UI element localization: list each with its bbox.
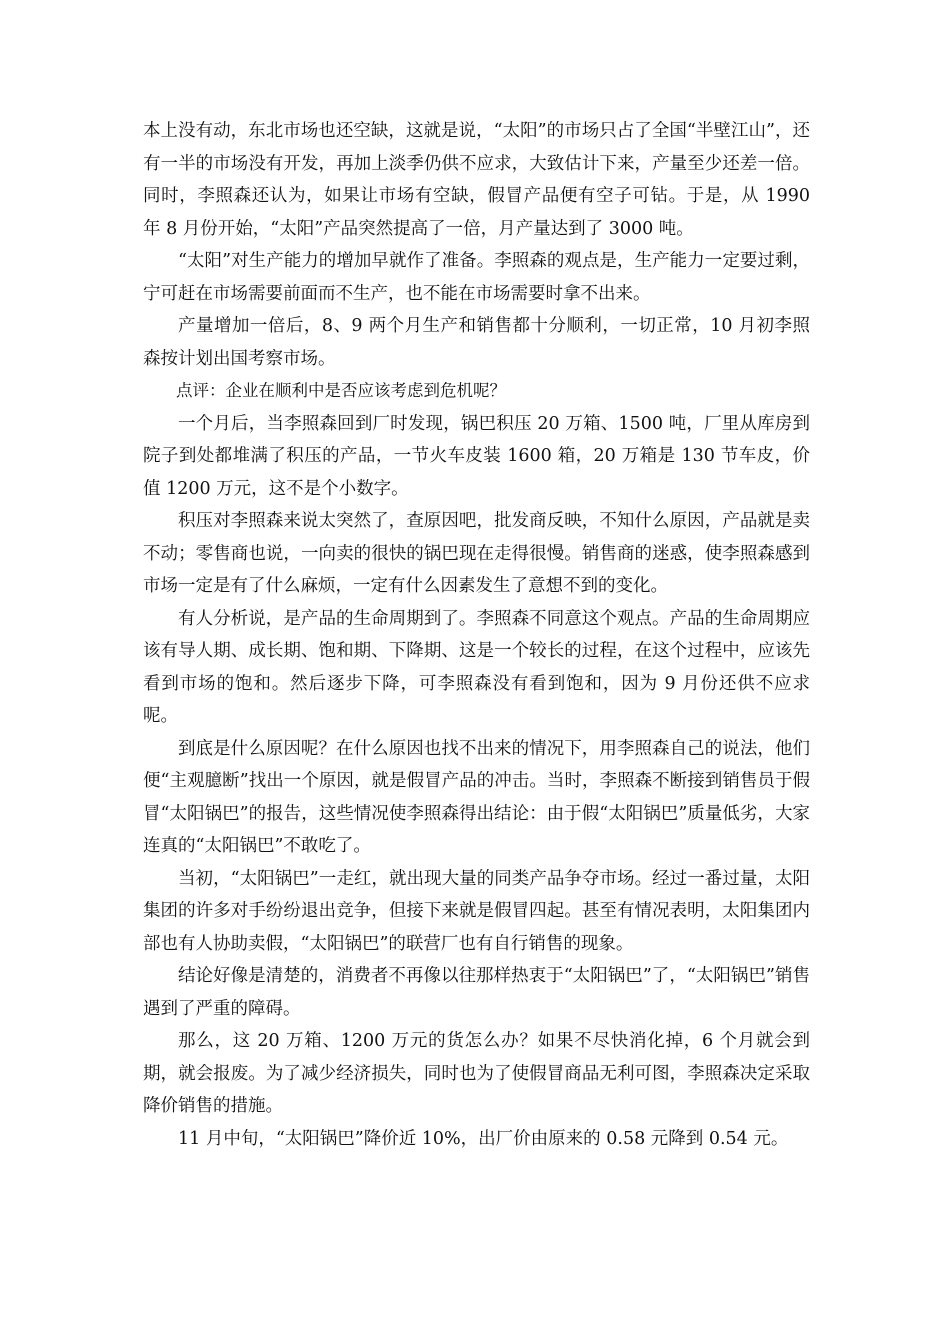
paragraph-12: 11 月中旬，“太阳锅巴”降价近 10%，出厂价由原来的 0.58 元降到 0.54 元。 xyxy=(178,1128,789,1149)
paragraph-6: 积压对李照森来说太突然了，查原因吧，批发商反映，不知什么原因，产品就是卖不动；零售商也说，一向卖的很快的锅巴现在走得很慢。销售商的迷惑，使李照森感到市场一定是有了什么麻烦，一定有什么因素发生了意想不到的变化。 xyxy=(143,511,810,596)
paragraph-11: 那么，这 20 万箱、1200 万元的货怎么办？如果不尽快消化掉，6 个月就会到期，就会报废。为了减少经济损失，同时也为了使假冒商品无利可图，李照森决定采取降价销售的措施。 xyxy=(143,1031,810,1116)
paragraph-2: “太阳”对生产能力的增加早就作了准备。李照森的观点是，生产能力一定要过剩，宁可赶在市场需要前面而不生产，也不能在市场需要时拿不出来。 xyxy=(143,251,810,304)
document-body xyxy=(143,115,810,1155)
paragraph-9: 当初，“太阳锅巴”一走红，就出现大量的同类产品争夺市场。经过一番过量，太阳集团的许多对手纷纷退出竞争，但接下来就是假冒四起。甚至有情况表明，太阳集团内部也有人协助卖假，“太阳锅巴”的联营厂也有自行销售的现象。 xyxy=(143,868,810,954)
paragraph-1: 本上没有动，东北市场也还空缺，这就是说，“太阳”的市场只占了全国“半壁江山”，还有一半的市场没有开发，再加上淡季仍供不应求，大致估计下来，产量至少还差一倍。同时，李照森还认为，如果让市场有空缺，假冒产品便有空子可钻。于是，从 1990 年 8 月份开始，“太阳”产品突然提高了一倍，月产量达到了 3000 吨。 xyxy=(143,121,810,239)
paragraph-8: 到底是什么原因呢？在什么原因也找不出来的情况下，用李照森自己的说法，他们便“主观臆断”找出一个原因，就是假冒产品的冲击。当时，李照森不断接到销售员于假冒“太阳锅巴”的报告，这些情况使李照森得出结论：由于假“太阳锅巴”质量低劣，大家连真的“太阳锅巴”不敢吃了。 xyxy=(143,738,810,856)
paragraph-5: 一个月后，当李照森回到厂时发现，锅巴积压 20 万箱、1500 吨，厂里从库房到院子到处都堆满了积压的产品，一节火车皮装 1600 箱，20 万箱是 130 节车皮，价值 1200 万元，这不是个小数字。 xyxy=(143,413,810,499)
comment-paragraph: 点评：企业在顺利中是否应该考虑到危机呢？ xyxy=(176,381,506,400)
paragraph-10: 结论好像是清楚的，消费者不再像以往那样热衷于“太阳锅巴”了，“太阳锅巴”销售遇到了严重的障碍。 xyxy=(143,966,810,1019)
paragraph-3: 产量增加一倍后，8、9 两个月生产和销售都十分顺利，一切正常，10 月初李照森按计划出国考察市场。 xyxy=(143,316,810,369)
paragraph-7: 有人分析说，是产品的生命周期到了。李照森不同意这个观点。产品的生命周期应该有导人期、成长期、饱和期、下降期、这是一个较长的过程，在这个过程中，应该先看到市场的饱和。然后逐步下降，可李照森没有看到饱和，因为 9 月份还供不应求呢。 xyxy=(143,608,810,726)
